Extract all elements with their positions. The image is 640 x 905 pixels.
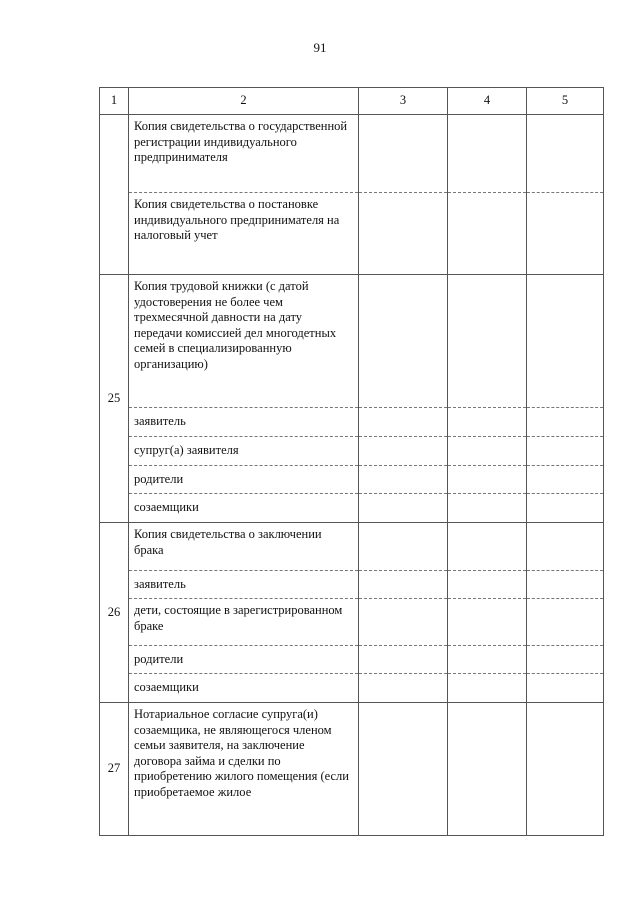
row-number-27: 27 <box>100 703 129 836</box>
table-cell <box>527 115 604 193</box>
table-cell <box>359 599 448 646</box>
table-row <box>100 646 604 674</box>
table-row <box>100 466 604 494</box>
subrow-label: родители <box>129 646 359 674</box>
table-cell <box>359 571 448 599</box>
table-cell <box>359 193 448 275</box>
table-cell <box>448 646 527 674</box>
subrow-label: дети, состоящие в зарегистрированном браке <box>129 599 359 646</box>
table-cell <box>448 571 527 599</box>
table-row <box>100 437 604 466</box>
table-cell <box>359 523 448 571</box>
subrow-label: заявитель <box>129 571 359 599</box>
table-cell <box>359 703 448 836</box>
table-cell <box>359 275 448 408</box>
table-row <box>100 193 604 275</box>
document-name-cell: Нотариальное согласие супруга(и) созаемщика, не являющегося членом семьи заявителя, на заключение договора займа и сделки по приобретению жилого помещения (если приобретаемое жилое <box>129 703 359 836</box>
document-name-cell: Копия свидетельства о государственной регистрации индивидуального предпринимателя <box>129 115 359 193</box>
header-cell-1: 1 <box>100 88 129 115</box>
table-cell <box>527 466 604 494</box>
table-cell <box>527 408 604 437</box>
page-number: 91 <box>313 40 327 55</box>
subrow-label: созаемщики <box>129 494 359 523</box>
header-cell-4: 4 <box>448 88 527 115</box>
table-cell <box>359 115 448 193</box>
header-cell-3: 3 <box>359 88 448 115</box>
header-cell-2: 2 <box>129 88 359 115</box>
header-cell-5: 5 <box>527 88 604 115</box>
table-cell <box>527 646 604 674</box>
table-cell <box>448 466 527 494</box>
document-name-cell: Копия свидетельства о заключении брака <box>129 523 359 571</box>
table-row <box>100 571 604 599</box>
subrow-label: родители <box>129 466 359 494</box>
table-row <box>100 599 604 646</box>
subrow-label: супруг(а) заявителя <box>129 437 359 466</box>
table-cell <box>448 275 527 408</box>
table-cell <box>527 523 604 571</box>
row-number-26: 26 <box>100 523 129 703</box>
table-cell <box>359 674 448 703</box>
row-number-cell <box>100 115 129 275</box>
table-cell <box>448 408 527 437</box>
table-cell <box>448 494 527 523</box>
table-cell <box>527 599 604 646</box>
table-cell <box>448 115 527 193</box>
table-row <box>100 674 604 703</box>
table-header-row <box>100 88 604 115</box>
table-cell <box>359 466 448 494</box>
table-row <box>100 408 604 437</box>
table-cell <box>527 494 604 523</box>
document-name-cell: Копия трудовой книжки (с датой удостоверения не более чем трехмесячной давности на дату передачи комиссией дел многодетных семей в специализированную организацию) <box>129 275 359 408</box>
table-cell <box>448 193 527 275</box>
table-row <box>100 275 604 408</box>
document-table <box>99 87 604 836</box>
document-name-cell: Копия свидетельства о постановке индивидуального предпринимателя на налоговый учет <box>129 193 359 275</box>
row-number-25: 25 <box>100 275 129 523</box>
table-cell <box>359 437 448 466</box>
table-cell <box>448 703 527 836</box>
table-row <box>100 115 604 193</box>
table-cell <box>527 571 604 599</box>
subrow-label: заявитель <box>129 408 359 437</box>
table-cell <box>359 646 448 674</box>
table-cell <box>527 437 604 466</box>
table-cell <box>527 703 604 836</box>
table-row <box>100 703 604 836</box>
subrow-label: созаемщики <box>129 674 359 703</box>
table-cell <box>359 494 448 523</box>
table-cell <box>448 674 527 703</box>
table-row <box>100 494 604 523</box>
table-cell <box>448 437 527 466</box>
table-cell <box>527 275 604 408</box>
table-cell <box>359 408 448 437</box>
table-cell <box>448 599 527 646</box>
table-row <box>100 523 604 571</box>
table-cell <box>527 193 604 275</box>
table-cell <box>527 674 604 703</box>
table-cell <box>448 523 527 571</box>
